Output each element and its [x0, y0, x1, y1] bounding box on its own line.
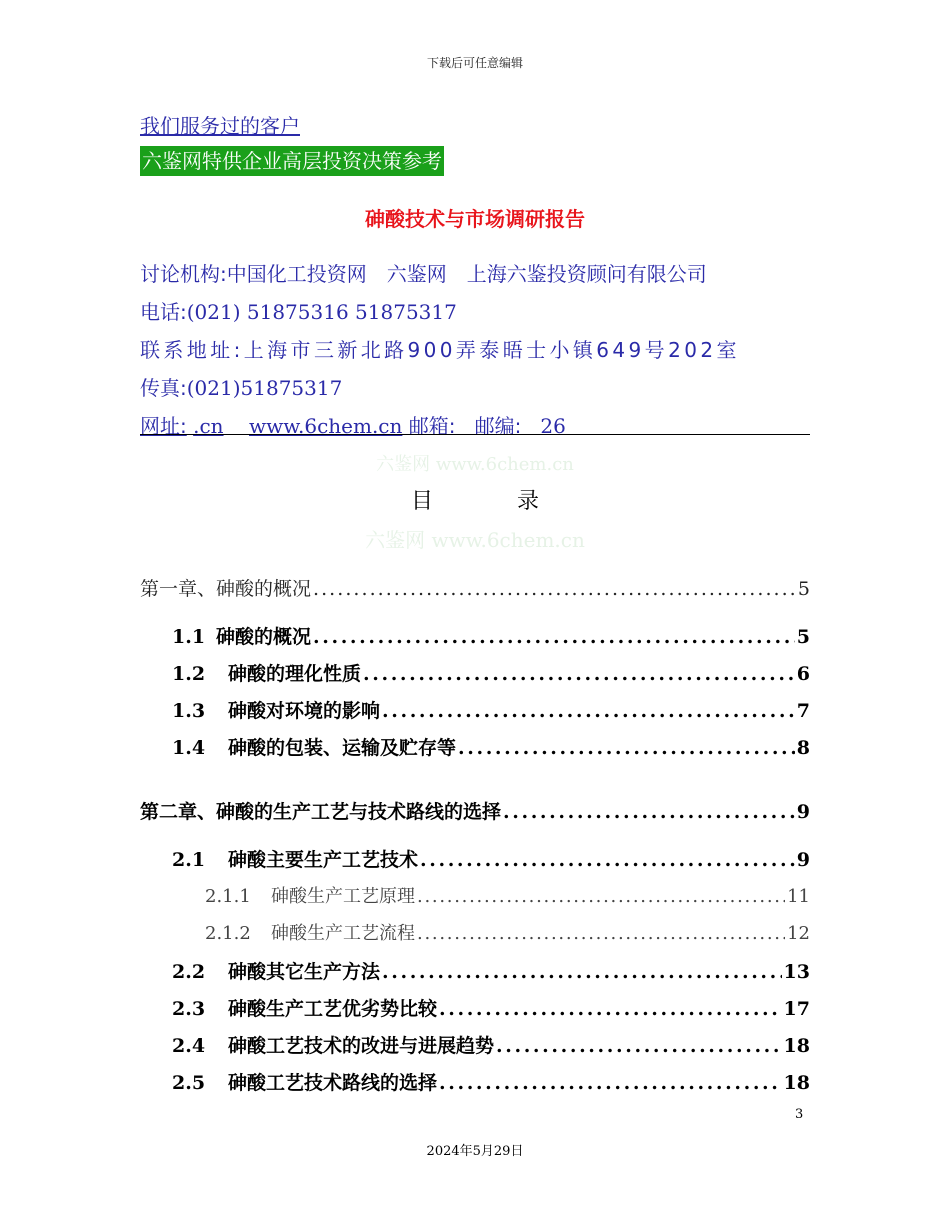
- toc-leader-dots: [496, 1035, 782, 1057]
- toc-entry-label: 第一章、砷酸的概况: [140, 578, 312, 600]
- toc-entry-1-2[interactable]: [172, 659, 810, 686]
- toc-entry-chapter-1[interactable]: [140, 574, 810, 601]
- toc-entry-text: 砷酸主要生产工艺技术: [228, 849, 419, 871]
- toc-entry-text: 砷酸工艺技术路线的选择: [228, 1072, 438, 1094]
- toc-entry-2-3[interactable]: [172, 994, 810, 1021]
- toc-entry-1-1[interactable]: [172, 622, 810, 649]
- watermark-bottom: 六鉴网 www.6chem.cn: [365, 528, 585, 552]
- toc-leader-dots: [382, 700, 795, 722]
- toc-entry-label: [205, 919, 415, 945]
- toc-entry-number: 2.1: [172, 849, 206, 871]
- toc-entry-number: 2.1.2: [205, 923, 251, 944]
- toc-entry-page: 5: [796, 626, 810, 648]
- toc-entry-number: 1.3: [172, 700, 206, 722]
- header-divider: [140, 434, 810, 435]
- phone-value: (021) 51875316 51875317: [186, 300, 457, 324]
- toc-entry-number: 2.2: [172, 961, 206, 983]
- toc-entry-page: 8: [796, 737, 810, 759]
- fax-value: (021)51875317: [186, 376, 343, 400]
- toc-entry-page: 9: [796, 801, 810, 823]
- toc-entry-number: 2.4: [172, 1035, 206, 1057]
- toc-entry-page: 13: [783, 961, 810, 983]
- toc-leader-dots: [363, 663, 795, 685]
- email-label: 邮箱:: [408, 414, 456, 438]
- toc-entry-1-3[interactable]: [172, 696, 810, 723]
- web-link-6chem[interactable]: www.6chem.cn: [249, 414, 403, 438]
- toc-entry-label: [172, 957, 380, 984]
- toc-entry-chapter-2[interactable]: [140, 797, 810, 824]
- toc-entry-label: [205, 882, 415, 908]
- toc-entry-text: 砷酸对环境的影响: [228, 700, 381, 722]
- toc-entry-page: 12: [787, 923, 810, 944]
- toc-entry-label: 第二章、砷酸的生产工艺与技术路线的选择: [140, 801, 502, 823]
- toc-entry-2-5[interactable]: [172, 1068, 810, 1095]
- toc-leader-dots: [417, 923, 785, 944]
- contact-phone: [140, 296, 810, 325]
- toc-entry-label: [172, 622, 311, 649]
- contact-fax: [140, 372, 810, 401]
- toc-entry-text: 砷酸工艺技术的改进与进展趋势: [228, 1035, 495, 1057]
- watermark-top: 六鉴网 www.6chem.cn: [376, 454, 574, 475]
- header-note: 下载后可任意编辑: [426, 56, 523, 70]
- toc-entry-number: 2.5: [172, 1072, 206, 1094]
- toc-entry-text: 砷酸生产工艺流程: [271, 923, 415, 944]
- toc-entry-label: [172, 1068, 437, 1095]
- report-title: 砷酸技术与市场调研报告: [365, 207, 585, 231]
- toc-entry-page: 9: [796, 849, 810, 871]
- toc-entry-label: [172, 994, 437, 1021]
- toc-leader-dots: [313, 626, 795, 648]
- toc-entry-label: [172, 659, 361, 686]
- toc-entry-number: 2.1.1: [205, 886, 251, 907]
- toc-entry-number: 1.1: [172, 626, 206, 648]
- toc-leader-dots: [382, 961, 782, 983]
- clients-link[interactable]: 我们服务过的客户: [140, 114, 300, 138]
- investment-banner: 六鉴网特供企业高层投资决策参考: [140, 146, 444, 176]
- web-link-cn[interactable]: .cn: [193, 414, 224, 438]
- toc-entry-number: 1.4: [172, 737, 206, 759]
- toc-entry-text: 砷酸生产工艺优劣势比较: [228, 998, 438, 1020]
- toc-entry-2-1[interactable]: [172, 845, 810, 872]
- toc-entry-number: 1.2: [172, 663, 206, 685]
- toc-leader-dots: [439, 998, 782, 1020]
- toc-leader-dots: [313, 578, 796, 600]
- toc-entry-label: [172, 733, 456, 760]
- web-label: 网址:: [140, 414, 187, 438]
- toc-entry-text: 砷酸其它生产方法: [228, 961, 381, 983]
- phone-label: 电话:: [140, 300, 187, 324]
- toc-entry-page: 5: [797, 578, 810, 600]
- toc-entry-number: 2.3: [172, 998, 206, 1020]
- toc-entry-2-1-2[interactable]: [205, 919, 810, 945]
- toc-entry-text: 砷酸的包装、运输及贮存等: [228, 737, 457, 759]
- toc-leader-dots: [439, 1072, 782, 1094]
- toc-entry-label: [172, 1031, 494, 1058]
- toc-entry-page: 17: [783, 998, 810, 1020]
- toc-entry-2-2[interactable]: [172, 957, 810, 984]
- toc-entry-text: 砷酸生产工艺原理: [271, 886, 415, 907]
- toc-entry-page: 18: [783, 1072, 810, 1094]
- zip-value: 26: [540, 414, 566, 438]
- toc-leader-dots: [458, 737, 795, 759]
- toc-entry-2-1-1[interactable]: [205, 882, 810, 908]
- toc-title: [0, 484, 950, 515]
- toc-entry-1-4[interactable]: [172, 733, 810, 760]
- toc-entry-2-4[interactable]: [172, 1031, 810, 1058]
- fax-label: 传真:: [140, 376, 187, 400]
- contact-organization: 讨论机构:中国化工投资网 六鉴网 上海六鉴投资顾问有限公司: [140, 262, 707, 286]
- toc-title-char-1: 目: [410, 489, 433, 514]
- toc-entry-text: 砷酸的概况: [216, 626, 312, 648]
- toc-entry-page: 11: [787, 886, 810, 907]
- toc-entry-page: 18: [783, 1035, 810, 1057]
- toc-entry-label: [172, 696, 380, 723]
- zip-label: 邮编:: [474, 414, 522, 438]
- toc-entry-text: 砷酸的理化性质: [228, 663, 362, 685]
- page-number: 3: [795, 1107, 804, 1122]
- toc-entry-label: [172, 845, 418, 872]
- toc-entry-page: 7: [796, 700, 810, 722]
- toc-leader-dots: [503, 801, 795, 823]
- toc-leader-dots: [420, 849, 795, 871]
- toc-entry-page: 6: [796, 663, 810, 685]
- toc-title-char-2: 录: [517, 489, 540, 514]
- toc-leader-dots: [417, 886, 785, 907]
- footer-date: 2024年5月29日: [426, 1144, 524, 1159]
- contact-address: 联系地址:上海市三新北路900弄泰晤士小镇649号202室: [140, 338, 740, 362]
